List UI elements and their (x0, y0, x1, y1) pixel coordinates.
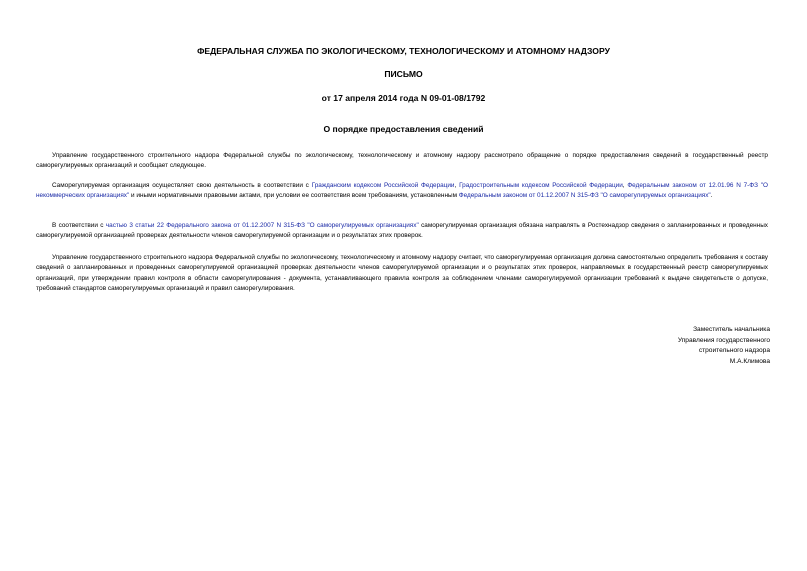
link-civil-code[interactable]: Гражданским кодексом Российской Федерации (311, 182, 455, 189)
paragraph-2 (36, 181, 768, 202)
link-law-315-fz[interactable]: Федеральным законом от 01.12.2007 N 315-ФЗ "О саморегулируемых организациях" (458, 192, 711, 200)
signature-position-line-2: Управления государственного (677, 336, 770, 344)
document-subject: О порядке предоставления сведений (323, 124, 484, 134)
paragraph-1 (36, 151, 768, 172)
agency-title: ФЕДЕРАЛЬНАЯ СЛУЖБА ПО ЭКОЛОГИЧЕСКОМУ, ТЕХНОЛОГИЧЕСКОМУ И АТОМНОМУ НАДЗОРУ (197, 46, 610, 56)
paragraph-1-text: Управление государственного строительного надзора Федеральной службы по экологическому, технологическому и атомному надзору рассмотрело обращение о порядке предоставления сведений в государственный реестр саморегулируемых организаций и сообщает следующее. (36, 152, 768, 170)
paragraph-2-text-2: , (454, 182, 460, 189)
paragraph-2-text-3: , (622, 182, 628, 189)
paragraph-2-text-4: и иными нормативными правовыми актами, при условии ее соответствия всем требованиям, установленным (129, 192, 459, 200)
paragraph-4-text: Управление государственного строительного надзора Федеральной службы по экологическому, технологическому и атомному надзору считает, что саморегулируемая организация должна самостоятельно определить требования к составу сведений о запланированных и проведенных саморегулируемой организацией проверках деятельности членов саморегулируемой организации и о результатах этих проверок, направляемых в государственный реестр саморегулируемых организаций, при утверждении правил контроля в области саморегулирования - документа, устанавливающего правила контроля за соблюдением членами саморегулируемой организации требований к выдаче свидетельств о допуске, требований стандартов саморегулируемых организаций и правил саморегулирования. (36, 254, 768, 293)
link-urban-planning-code[interactable]: Градостроительным кодексом Российской Федерации (459, 182, 623, 189)
paragraph-2-text-5: . (710, 192, 713, 200)
paragraph-3 (36, 221, 768, 242)
paragraph-4 (36, 253, 768, 295)
paragraph-3-text-2: саморегулируемая организация обязана направлять в Ростехнадзор сведения о запланированных и проведенных саморегулируемой организацией проверках деятельности членов саморегулируемой организации и о результатах этих проверок. (36, 222, 769, 240)
paragraph-3-text-1: В соответствии с (52, 222, 106, 229)
signature-block (570, 325, 770, 367)
document-date-number: от 17 апреля 2014 года N 09-01-08/1792 (321, 93, 486, 103)
link-law-7-fz[interactable]: Федеральным законом от 12.01.96 N 7-ФЗ "О некоммерческих организациях" (36, 182, 768, 200)
signature-name: М.А.Климова (729, 357, 770, 365)
link-law-315-fz-article-22[interactable]: частью 3 статьи 22 Федерального закона от 01.12.2007 N 315-ФЗ "О саморегулируемых организациях" (105, 222, 419, 229)
signature-position-line-1: Заместитель начальника (693, 326, 770, 333)
signature-position-line-3: строительного надзора (698, 347, 770, 355)
paragraph-2-text-1: Саморегулируемая организация осуществляет свою деятельность в соответствии с (52, 182, 312, 189)
document-type: ПИСЬМО (384, 69, 423, 79)
